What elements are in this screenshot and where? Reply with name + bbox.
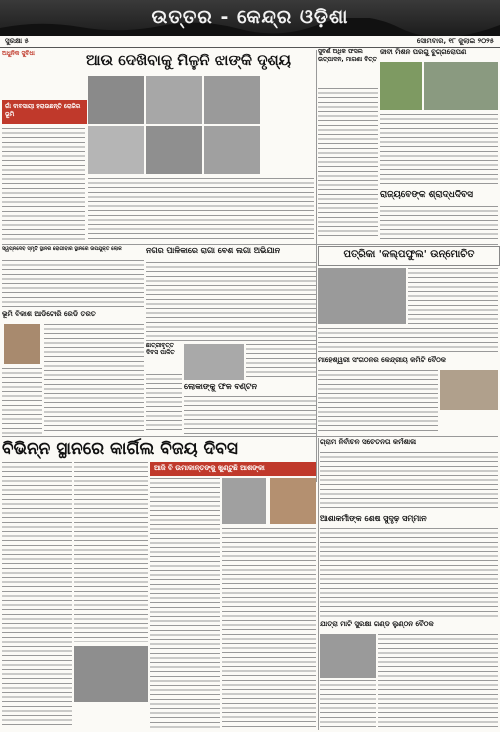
news-photo bbox=[440, 370, 498, 410]
news-photo bbox=[204, 76, 260, 124]
bottom-sub-box bbox=[150, 462, 316, 476]
mid-headline-2: ନଗର ପାଳିକାରେ ରାଗା ବେଶ ଲଗା ଅଭିଯାନ bbox=[146, 246, 281, 255]
bottom-text bbox=[150, 478, 220, 728]
news-photo bbox=[88, 76, 144, 124]
right-article-text bbox=[380, 206, 498, 242]
kicker: ଅଧୁନିକ ସୁବିଧା bbox=[2, 50, 35, 57]
right-headline-2: ଜୀବୀ ମିଶନ ପରଗୁ ବୁଗ୍ଗରୋପଣ bbox=[380, 48, 467, 56]
news-photo bbox=[222, 478, 266, 524]
bottom-headline-3: ଯାତ୍ରା ମାଟି ସୁରକ୍ଷା ଗଣ୍ଡ ଲୁଣ୍ଠନ ବୈଠକ bbox=[320, 620, 434, 628]
news-photo bbox=[424, 62, 498, 110]
news-photo bbox=[146, 76, 202, 124]
news-photo bbox=[318, 268, 406, 324]
section-rule bbox=[2, 244, 498, 245]
mid-headline-7: ମାହେଶ୍ୱରୀ ସଂଗଠନର କେନ୍ଦ୍ରୀୟ କମିଟି ବୈଠକ bbox=[318, 356, 446, 364]
news-photo bbox=[380, 62, 422, 110]
mid-text bbox=[184, 396, 316, 434]
column-rule bbox=[316, 50, 317, 482]
mid-text bbox=[246, 344, 316, 380]
left-kicker-box bbox=[2, 50, 85, 68]
right-headline-box bbox=[380, 190, 498, 204]
right-column-text bbox=[318, 88, 378, 238]
bottom-text bbox=[320, 680, 376, 728]
mid-text bbox=[146, 262, 316, 342]
mid-headline-6: ଲୋକାଙ୍କୁ ଫଳ ବଣ୍ଟନ bbox=[184, 382, 257, 391]
mid-text bbox=[318, 328, 498, 354]
bottom-text bbox=[222, 528, 316, 728]
news-photo bbox=[74, 646, 148, 702]
mid-text bbox=[44, 324, 144, 434]
mid-headline-4: ଭୂମି ବିକାଶ ଆଡିଟୋରି ରେଡି ତରତ bbox=[2, 310, 96, 318]
mid-headline-1: ସ୍ୱପ୍ନଦେବ ସ୍ମୃତି ସ୍ଥାନର ରୋଗୀବାର ସ୍ଥାନରେ ଉପଯୁକ୍ତ ଲୋକ bbox=[2, 246, 122, 252]
mid-text bbox=[2, 260, 144, 310]
mid-text bbox=[408, 268, 498, 324]
mid-headline-5: ଛାତ୍ରୀବୃତ୍ତ ଦିବସ ପାଳିତ bbox=[146, 342, 175, 356]
main-headline: ଆଉ ଦେଖିବାକୁ ମିଳୁନି ଝାଙ୍କି ଦୃଶ୍ୟ bbox=[86, 51, 292, 69]
mid-text bbox=[146, 374, 182, 434]
dateline bbox=[0, 36, 500, 48]
mid-text bbox=[2, 368, 42, 434]
bottom-headline-1: ଗ୍ରାମ ନିର୍ବାଚନ ସଚେତନତା କର୍ମଶାଳା bbox=[320, 438, 417, 446]
right-headline-box bbox=[318, 48, 378, 84]
bottom-text bbox=[320, 452, 498, 512]
bottom-sub-headline: ଆଜି ବି ଉମାକାନ୍ତଙ୍କୁ ଖୁଣ୍ଟୁଛି ଆଶଙ୍କା bbox=[154, 464, 265, 472]
bottom-right-headline-box bbox=[320, 438, 498, 450]
bottom-text bbox=[2, 462, 72, 728]
right-headline-1: ସୁବର୍ଣ ଅଧିକ ଫସଲ ଉତ୍ପାଦନ, ମାଗଣା ବିତ୍ତ bbox=[318, 48, 377, 63]
mid-headline-3: ପତ୍ରିକା 'କଲ୍ପଫୁଲ' ଉନ୍ମୋଚିତ bbox=[343, 249, 475, 260]
main-headline-box bbox=[86, 50, 314, 72]
bottom-headline-box bbox=[2, 438, 316, 460]
bottom-right-headline-box bbox=[320, 620, 498, 632]
masthead bbox=[0, 0, 500, 36]
news-photo bbox=[270, 478, 316, 524]
mid-headline-box bbox=[184, 382, 316, 394]
left-column-text bbox=[2, 128, 85, 240]
section-rule bbox=[2, 436, 498, 437]
mid-text bbox=[318, 370, 438, 434]
portrait-photo bbox=[4, 324, 40, 364]
mid-headline-box bbox=[2, 310, 144, 322]
bottom-headline: ବିଭିନ୍ନ ସ୍ଥାନରେ କାର୍ଗିଲ ବିଜୟ ଦିବସ bbox=[2, 439, 238, 459]
right-article-text bbox=[380, 114, 498, 184]
mid-headline-box bbox=[146, 246, 316, 262]
column-rule bbox=[318, 438, 319, 730]
right-headline-box bbox=[380, 48, 498, 60]
issue-date: ସୋମବାର, ୧୮ ଜୁଲାଇ ୨୦୨୫ bbox=[416, 37, 494, 45]
news-photo bbox=[204, 126, 260, 174]
bottom-right-headline-box bbox=[320, 514, 498, 526]
mid-headline-box bbox=[2, 246, 144, 260]
news-photo bbox=[184, 344, 244, 380]
bottom-text bbox=[378, 634, 498, 728]
sub-headline-box bbox=[2, 100, 87, 124]
news-photo bbox=[320, 634, 376, 678]
news-photo bbox=[146, 126, 202, 174]
mid-headline-box bbox=[318, 356, 498, 368]
bottom-headline-2: ଆଶାକର୍ମୀଙ୍କ ଶେଷ ସୁଦୃଢ଼ ସମ୍ମାନ bbox=[320, 514, 427, 523]
mid-headline-box bbox=[146, 342, 182, 372]
masthead-title: ଉତ୍ତର - କେନ୍ଦ୍ର ଓଡ଼ିଶା bbox=[151, 6, 349, 28]
bottom-text bbox=[74, 462, 148, 642]
right-headline-3: ରାଜ୍ୟବେଙ୍କ ଶ୍ରାଦ୍ଧଦିବସ bbox=[380, 190, 474, 200]
sub-headline: ଗାଁ ବାବସାୟୀ ହରାଉଛନ୍ତି ରୋଜିର ଭୂମି bbox=[5, 103, 81, 118]
bottom-text bbox=[320, 528, 498, 618]
main-article-text bbox=[88, 178, 314, 240]
mid-headline-box bbox=[318, 246, 500, 266]
page-section: ସୁରକ୍ଷା ୫ bbox=[5, 37, 29, 45]
news-photo bbox=[88, 126, 144, 174]
